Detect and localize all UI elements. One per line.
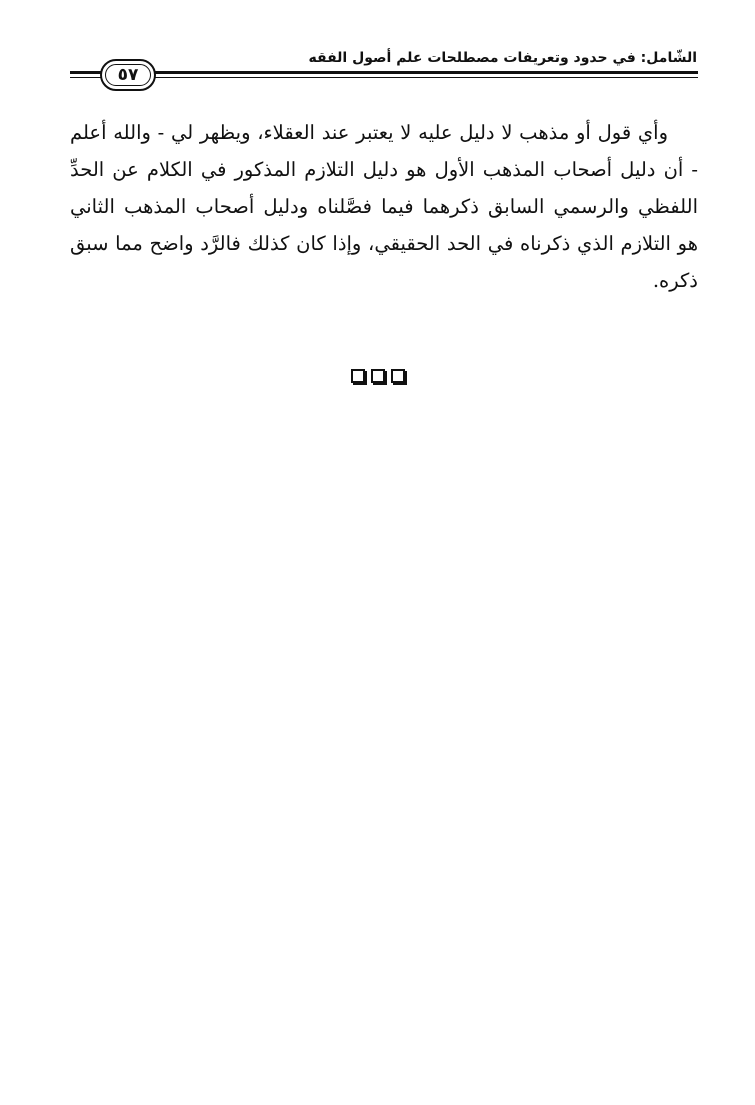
section-end-marks	[0, 369, 755, 383]
page-number-badge	[100, 59, 156, 91]
body-text	[70, 114, 698, 299]
header-rule-thin	[70, 77, 698, 78]
running-header-title: الشّامل: في حدود وتعريفات مصطلحات علم أصول الفقه	[308, 50, 697, 66]
paragraph: وأي قول أو مذهب لا دليل عليه لا يعتبر عند العقلاء، ويظهر لي - والله أعلم - أن دليل أصحاب المذهب الأول هو دليل التلازم المذكور في الكلام عن الحدِّ اللفظي والرسمي السابق ذكرهما فيما فصَّلناه ودليل أصحاب المذهب الثاني هو التلازم الذي ذكرناه في الحد الحقيقي، وإذا كان كذلك فالرَّد واضح مما سبق ذكره.	[70, 121, 698, 292]
square-mark-icon	[391, 369, 405, 383]
page-number: ٥٧	[117, 65, 139, 85]
header-rule-thick	[70, 71, 698, 74]
square-mark-icon	[371, 369, 385, 383]
square-mark-icon	[351, 369, 365, 383]
